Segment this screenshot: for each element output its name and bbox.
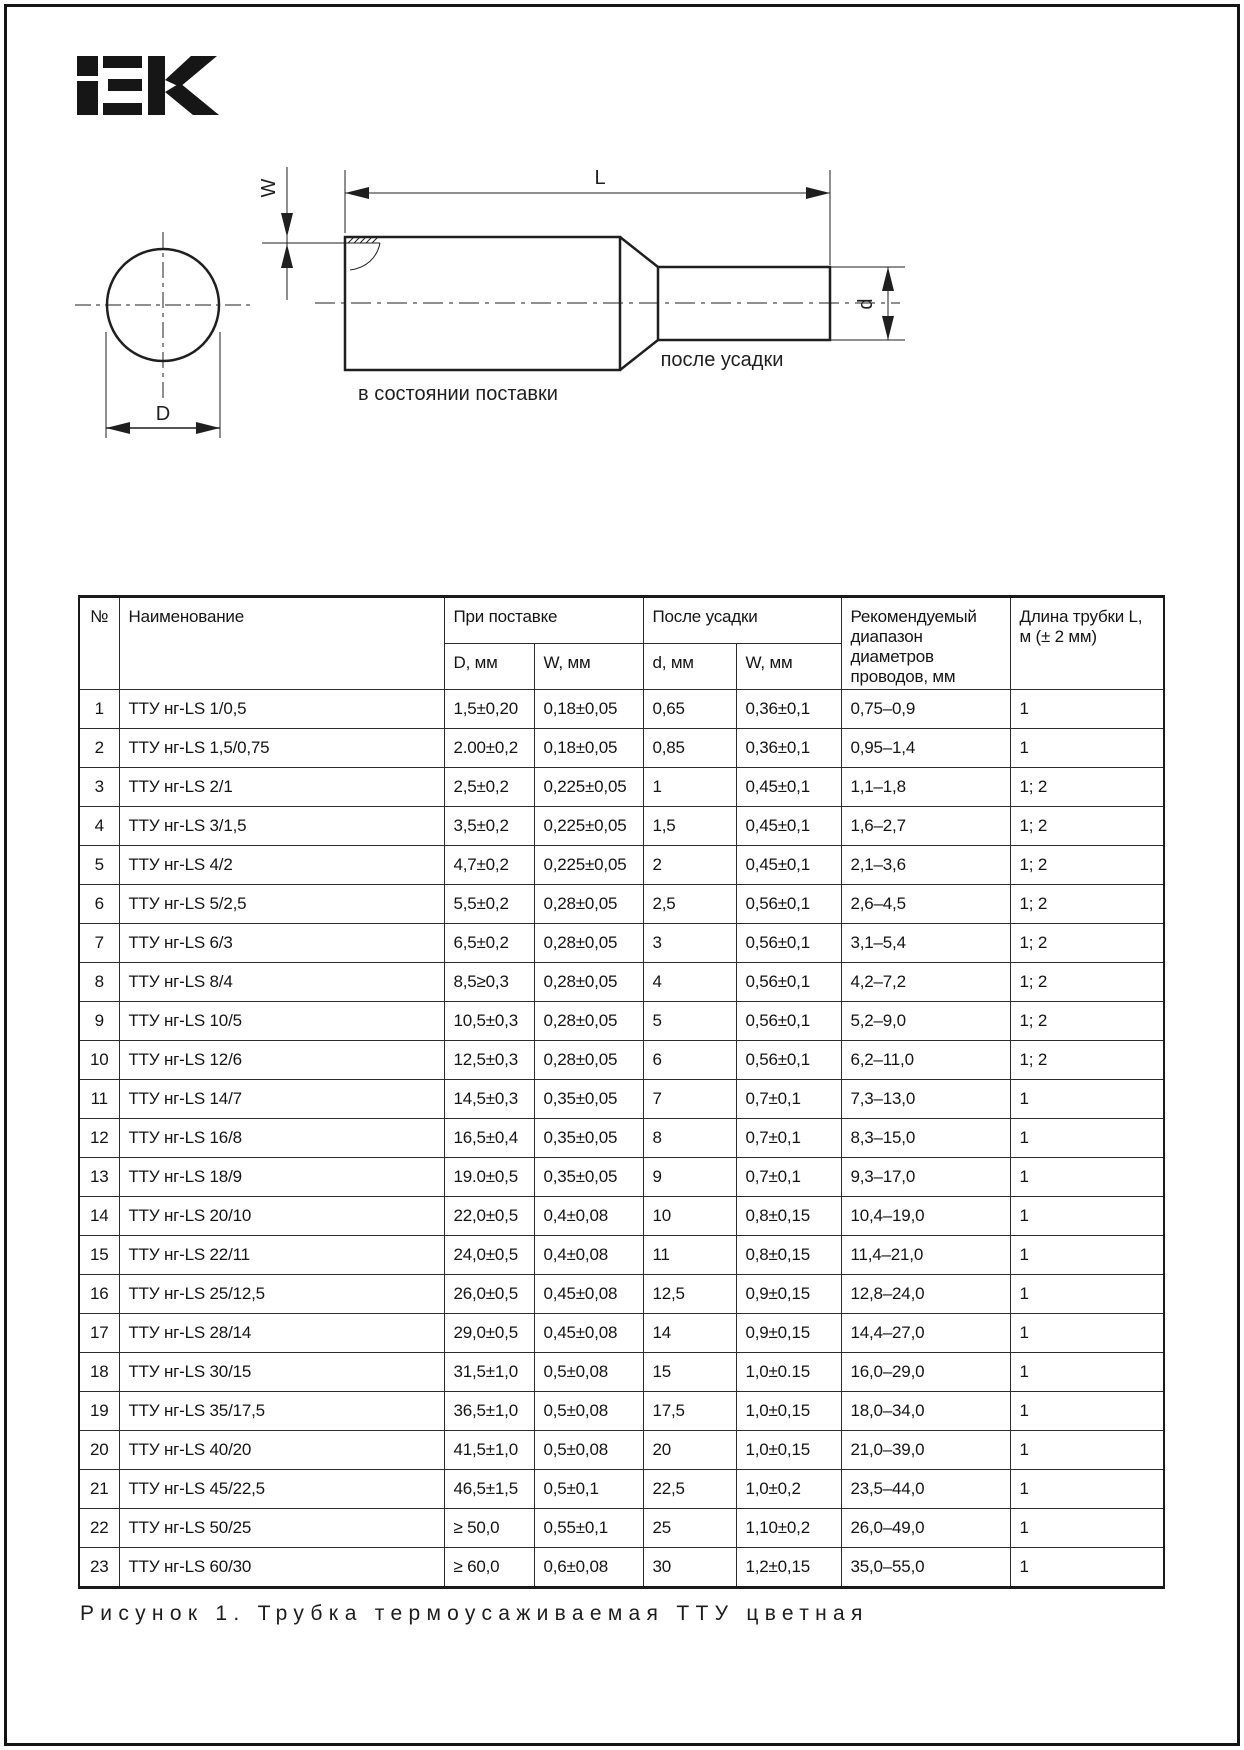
table-cell: 36,5±1,0 bbox=[444, 1392, 534, 1431]
table-row bbox=[79, 1509, 1164, 1548]
table-cell: 11,4–21,0 bbox=[841, 1236, 1010, 1275]
table-cell: 1 bbox=[1010, 1197, 1164, 1236]
table-cell: 26,0±0,5 bbox=[444, 1275, 534, 1314]
table-cell: 0,35±0,05 bbox=[534, 1080, 643, 1119]
table-cell: 0,18±0,05 bbox=[534, 690, 643, 729]
table-cell: 1,0±0,2 bbox=[736, 1470, 841, 1509]
table-cell: 2.00±0,2 bbox=[444, 729, 534, 768]
table-cell: 0,5±0,08 bbox=[534, 1353, 643, 1392]
col-header-name: Наименование bbox=[119, 597, 444, 690]
table-cell: 1,2±0,15 bbox=[736, 1548, 841, 1588]
table-cell: 0,45±0,1 bbox=[736, 807, 841, 846]
table-cell: 18,0–34,0 bbox=[841, 1392, 1010, 1431]
table-cell: 1 bbox=[1010, 1080, 1164, 1119]
row-number-cell: 14 bbox=[79, 1197, 119, 1236]
table-cell: 0,28±0,05 bbox=[534, 1002, 643, 1041]
table-cell: 1; 2 bbox=[1010, 1041, 1164, 1080]
table-cell: 0,225±0,05 bbox=[534, 846, 643, 885]
row-number-cell: 8 bbox=[79, 963, 119, 1002]
table-cell: 35,0–55,0 bbox=[841, 1548, 1010, 1588]
table-cell: 1; 2 bbox=[1010, 846, 1164, 885]
table-cell: 0,45±0,1 bbox=[736, 768, 841, 807]
table-cell: 1 bbox=[1010, 1548, 1164, 1588]
table-cell: 12,5±0,3 bbox=[444, 1041, 534, 1080]
table-cell: ТТУ нг-LS 30/15 bbox=[119, 1353, 444, 1392]
table-row bbox=[79, 1041, 1164, 1080]
table-row bbox=[79, 846, 1164, 885]
table-row bbox=[79, 1236, 1164, 1275]
table-cell: 0,56±0,1 bbox=[736, 1041, 841, 1080]
table-cell: ТТУ нг-LS 18/9 bbox=[119, 1158, 444, 1197]
row-number-cell: 16 bbox=[79, 1275, 119, 1314]
table-cell: 21,0–39,0 bbox=[841, 1431, 1010, 1470]
table-cell: 0,7±0,1 bbox=[736, 1080, 841, 1119]
table-cell: 25 bbox=[643, 1509, 736, 1548]
table-cell: 1 bbox=[1010, 1119, 1164, 1158]
table-cell: 1,1–1,8 bbox=[841, 768, 1010, 807]
iek-logo bbox=[77, 56, 219, 115]
col-header-d-mm: d, мм bbox=[643, 644, 736, 690]
col-header-wire-range: Рекомендуемый диапазон диаметров проводов, мм bbox=[841, 597, 1010, 690]
table-cell: 1 bbox=[1010, 690, 1164, 729]
table-cell: 1 bbox=[1010, 1275, 1164, 1314]
table-row bbox=[79, 1314, 1164, 1353]
dim-label-big-d: D bbox=[155, 403, 171, 425]
table-cell: 0,85 bbox=[643, 729, 736, 768]
row-number-cell: 10 bbox=[79, 1041, 119, 1080]
row-number-cell: 22 bbox=[79, 1509, 119, 1548]
table-cell: 10,5±0,3 bbox=[444, 1002, 534, 1041]
table-row bbox=[79, 690, 1164, 729]
col-group-after-shrink: После усадки bbox=[643, 597, 841, 644]
table-cell: 5,5±0,2 bbox=[444, 885, 534, 924]
table-cell: 1 bbox=[1010, 1236, 1164, 1275]
table-cell: 2 bbox=[643, 846, 736, 885]
table-cell: 6 bbox=[643, 1041, 736, 1080]
row-number-cell: 9 bbox=[79, 1002, 119, 1041]
table-cell: 3,1–5,4 bbox=[841, 924, 1010, 963]
table-cell: 1; 2 bbox=[1010, 885, 1164, 924]
table-row bbox=[79, 1353, 1164, 1392]
table-cell: 7 bbox=[643, 1080, 736, 1119]
table-cell: 10 bbox=[643, 1197, 736, 1236]
table-cell: 0,4±0,08 bbox=[534, 1197, 643, 1236]
table-cell: 0,56±0,1 bbox=[736, 963, 841, 1002]
table-cell: 16,5±0,4 bbox=[444, 1119, 534, 1158]
table-row bbox=[79, 963, 1164, 1002]
row-number-cell: 19 bbox=[79, 1392, 119, 1431]
col-header-w2-mm: W, мм bbox=[736, 644, 841, 690]
row-number-cell: 18 bbox=[79, 1353, 119, 1392]
table-row bbox=[79, 885, 1164, 924]
table-cell: 1 bbox=[1010, 1353, 1164, 1392]
table-row bbox=[79, 1080, 1164, 1119]
table-cell: 8,5≥0,3 bbox=[444, 963, 534, 1002]
table-cell: 0,9±0,15 bbox=[736, 1314, 841, 1353]
label-after-shrink: после усадки bbox=[660, 349, 784, 371]
table-cell: ТТУ нг-LS 16/8 bbox=[119, 1119, 444, 1158]
row-number-cell: 17 bbox=[79, 1314, 119, 1353]
row-number-cell: 6 bbox=[79, 885, 119, 924]
table-cell: 0,28±0,05 bbox=[534, 885, 643, 924]
table-cell: 1 bbox=[1010, 1314, 1164, 1353]
table-cell: 8,3–15,0 bbox=[841, 1119, 1010, 1158]
table-cell: ТТУ нг-LS 35/17,5 bbox=[119, 1392, 444, 1431]
table-cell: 2,6–4,5 bbox=[841, 885, 1010, 924]
table-cell: 22,5 bbox=[643, 1470, 736, 1509]
table-row bbox=[79, 1197, 1164, 1236]
row-number-cell: 2 bbox=[79, 729, 119, 768]
table-cell: 23,5–44,0 bbox=[841, 1470, 1010, 1509]
table-cell: 5,2–9,0 bbox=[841, 1002, 1010, 1041]
row-number-cell: 5 bbox=[79, 846, 119, 885]
col-header-D-mm: D, мм bbox=[444, 644, 534, 690]
table-cell: 0,8±0,15 bbox=[736, 1236, 841, 1275]
table-cell: 1; 2 bbox=[1010, 807, 1164, 846]
table-cell: ТТУ нг-LS 60/30 bbox=[119, 1548, 444, 1588]
table-row bbox=[79, 1548, 1164, 1588]
row-number-cell: 13 bbox=[79, 1158, 119, 1197]
table-cell: 2,5 bbox=[643, 885, 736, 924]
table-cell: 20 bbox=[643, 1431, 736, 1470]
table-cell: ≥ 50,0 bbox=[444, 1509, 534, 1548]
table-cell: 1 bbox=[1010, 1509, 1164, 1548]
table-cell: 4,2–7,2 bbox=[841, 963, 1010, 1002]
row-number-cell: 15 bbox=[79, 1236, 119, 1275]
table-cell: ТТУ нг-LS 14/7 bbox=[119, 1080, 444, 1119]
table-cell: 4,7±0,2 bbox=[444, 846, 534, 885]
table-row bbox=[79, 768, 1164, 807]
table-cell: 24,0±0,5 bbox=[444, 1236, 534, 1275]
figure-caption: Рисунок 1. Трубка термоусаживаемая ТТУ цветная bbox=[80, 1602, 869, 1625]
table-row bbox=[79, 729, 1164, 768]
tube-drawing bbox=[0, 140, 1244, 470]
table-cell: 1; 2 bbox=[1010, 963, 1164, 1002]
table-cell: ТТУ нг-LS 6/3 bbox=[119, 924, 444, 963]
table-cell: 41,5±1,0 bbox=[444, 1431, 534, 1470]
table-cell: 2,1–3,6 bbox=[841, 846, 1010, 885]
table-cell: 0,36±0,1 bbox=[736, 729, 841, 768]
table-cell: 0,45±0,08 bbox=[534, 1275, 643, 1314]
table-cell: 31,5±1,0 bbox=[444, 1353, 534, 1392]
table-cell: 9,3–17,0 bbox=[841, 1158, 1010, 1197]
table-cell: 17,5 bbox=[643, 1392, 736, 1431]
table-cell: 0,28±0,05 bbox=[534, 924, 643, 963]
table-row bbox=[79, 1392, 1164, 1431]
table-cell: 11 bbox=[643, 1236, 736, 1275]
table-cell: ТТУ нг-LS 28/14 bbox=[119, 1314, 444, 1353]
row-number-cell: 23 bbox=[79, 1548, 119, 1588]
table-cell: 0,75–0,9 bbox=[841, 690, 1010, 729]
table-cell: 15 bbox=[643, 1353, 736, 1392]
table-cell: ТТУ нг-LS 2/1 bbox=[119, 768, 444, 807]
table-cell: 0,55±0,1 bbox=[534, 1509, 643, 1548]
table-cell: 1,0±0,15 bbox=[736, 1392, 841, 1431]
row-number-cell: 11 bbox=[79, 1080, 119, 1119]
table-cell: 0,225±0,05 bbox=[534, 807, 643, 846]
table-cell: 0,8±0,15 bbox=[736, 1197, 841, 1236]
table-body bbox=[79, 690, 1164, 1588]
col-group-delivery: При поставке bbox=[444, 597, 643, 644]
table-cell: ≥ 60,0 bbox=[444, 1548, 534, 1588]
table-cell: 1,6–2,7 bbox=[841, 807, 1010, 846]
table-cell: 8 bbox=[643, 1119, 736, 1158]
table-cell: 0,5±0,08 bbox=[534, 1431, 643, 1470]
table-cell: ТТУ нг-LS 10/5 bbox=[119, 1002, 444, 1041]
table-cell: 1; 2 bbox=[1010, 768, 1164, 807]
table-cell: 14,5±0,3 bbox=[444, 1080, 534, 1119]
table-header-row-groups bbox=[79, 597, 1164, 644]
table-cell: 1,0±0,15 bbox=[736, 1431, 841, 1470]
table-cell: 22,0±0,5 bbox=[444, 1197, 534, 1236]
table-cell: 10,4–19,0 bbox=[841, 1197, 1010, 1236]
label-delivery-state: в состоянии поставки bbox=[358, 383, 558, 405]
table-cell: 0,56±0,1 bbox=[736, 924, 841, 963]
table-cell: 0,45±0,1 bbox=[736, 846, 841, 885]
table-cell: 14 bbox=[643, 1314, 736, 1353]
row-number-cell: 20 bbox=[79, 1431, 119, 1470]
table-cell: 0,7±0,1 bbox=[736, 1119, 841, 1158]
table-cell: 9 bbox=[643, 1158, 736, 1197]
table-cell: 29,0±0,5 bbox=[444, 1314, 534, 1353]
table-cell: 19.0±0,5 bbox=[444, 1158, 534, 1197]
table-cell: 12,5 bbox=[643, 1275, 736, 1314]
row-number-cell: 7 bbox=[79, 924, 119, 963]
table-cell: 1 bbox=[1010, 1392, 1164, 1431]
table-cell: 0,56±0,1 bbox=[736, 1002, 841, 1041]
table-row bbox=[79, 924, 1164, 963]
row-number-cell: 12 bbox=[79, 1119, 119, 1158]
table-cell: ТТУ нг-LS 25/12,5 bbox=[119, 1275, 444, 1314]
table-cell: 30 bbox=[643, 1548, 736, 1588]
col-header-W-mm: W, мм bbox=[534, 644, 643, 690]
table-cell: ТТУ нг-LS 50/25 bbox=[119, 1509, 444, 1548]
table-cell: ТТУ нг-LS 1/0,5 bbox=[119, 690, 444, 729]
table-cell: 1,5 bbox=[643, 807, 736, 846]
table-cell: 1 bbox=[1010, 1431, 1164, 1470]
table-cell: 0,225±0,05 bbox=[534, 768, 643, 807]
table-row bbox=[79, 1002, 1164, 1041]
spec-table bbox=[78, 595, 1165, 1589]
table-cell: ТТУ нг-LS 4/2 bbox=[119, 846, 444, 885]
table-row bbox=[79, 1158, 1164, 1197]
dim-label-w: W bbox=[258, 178, 280, 198]
table-cell: ТТУ нг-LS 5/2,5 bbox=[119, 885, 444, 924]
table-cell: 14,4–27,0 bbox=[841, 1314, 1010, 1353]
table-cell: 46,5±1,5 bbox=[444, 1470, 534, 1509]
table-row bbox=[79, 1119, 1164, 1158]
table-cell: 0,9±0,15 bbox=[736, 1275, 841, 1314]
table-row bbox=[79, 1275, 1164, 1314]
table-cell: 0,18±0,05 bbox=[534, 729, 643, 768]
table-cell: ТТУ нг-LS 1,5/0,75 bbox=[119, 729, 444, 768]
row-number-cell: 21 bbox=[79, 1470, 119, 1509]
table-cell: ТТУ нг-LS 22/11 bbox=[119, 1236, 444, 1275]
table-cell: 0,35±0,05 bbox=[534, 1119, 643, 1158]
table-cell: 0,5±0,1 bbox=[534, 1470, 643, 1509]
table-cell: 0,65 bbox=[643, 690, 736, 729]
table-cell: 0,5±0,08 bbox=[534, 1392, 643, 1431]
col-header-num: № bbox=[79, 597, 119, 690]
table-cell: 0,28±0,05 bbox=[534, 963, 643, 1002]
table-cell: 0,6±0,08 bbox=[534, 1548, 643, 1588]
table-cell: 3 bbox=[643, 924, 736, 963]
table-cell: ТТУ нг-LS 12/6 bbox=[119, 1041, 444, 1080]
dim-label-l: L bbox=[594, 167, 606, 189]
table-cell: ТТУ нг-LS 45/22,5 bbox=[119, 1470, 444, 1509]
row-number-cell: 3 bbox=[79, 768, 119, 807]
table-cell: ТТУ нг-LS 20/10 bbox=[119, 1197, 444, 1236]
table-cell: 6,5±0,2 bbox=[444, 924, 534, 963]
row-number-cell: 4 bbox=[79, 807, 119, 846]
table-cell: 0,4±0,08 bbox=[534, 1236, 643, 1275]
table-cell: 0,36±0,1 bbox=[736, 690, 841, 729]
table-cell: 1; 2 bbox=[1010, 924, 1164, 963]
row-number-cell: 1 bbox=[79, 690, 119, 729]
table-cell: 0,7±0,1 bbox=[736, 1158, 841, 1197]
table-cell: 12,8–24,0 bbox=[841, 1275, 1010, 1314]
table-cell: 1,0±0.15 bbox=[736, 1353, 841, 1392]
table-cell: 26,0–49,0 bbox=[841, 1509, 1010, 1548]
table-cell: 1 bbox=[1010, 1158, 1164, 1197]
table-cell: 0,56±0,1 bbox=[736, 885, 841, 924]
table-cell: 2,5±0,2 bbox=[444, 768, 534, 807]
table-cell: 1,5±0,20 bbox=[444, 690, 534, 729]
table-cell: 4 bbox=[643, 963, 736, 1002]
table-row bbox=[79, 1470, 1164, 1509]
table-cell: ТТУ нг-LS 40/20 bbox=[119, 1431, 444, 1470]
table-cell: 1,10±0,2 bbox=[736, 1509, 841, 1548]
table-row bbox=[79, 1431, 1164, 1470]
table-cell: 5 bbox=[643, 1002, 736, 1041]
table-cell: 0,95–1,4 bbox=[841, 729, 1010, 768]
table-cell: 16,0–29,0 bbox=[841, 1353, 1010, 1392]
table-cell: ТТУ нг-LS 3/1,5 bbox=[119, 807, 444, 846]
table-cell: 0,45±0,08 bbox=[534, 1314, 643, 1353]
col-header-length: Длина трубки L, м (± 2 мм) bbox=[1010, 597, 1164, 690]
table-cell: 0,35±0,05 bbox=[534, 1158, 643, 1197]
table-row bbox=[79, 807, 1164, 846]
table-cell: ТТУ нг-LS 8/4 bbox=[119, 963, 444, 1002]
table-cell: 7,3–13,0 bbox=[841, 1080, 1010, 1119]
table-cell: 3,5±0,2 bbox=[444, 807, 534, 846]
table-cell: 0,28±0,05 bbox=[534, 1041, 643, 1080]
dim-label-small-d: d bbox=[855, 298, 877, 310]
table-cell: 1 bbox=[643, 768, 736, 807]
table-cell: 1 bbox=[1010, 1470, 1164, 1509]
table-cell: 1 bbox=[1010, 729, 1164, 768]
table-cell: 6,2–11,0 bbox=[841, 1041, 1010, 1080]
table-cell: 1; 2 bbox=[1010, 1002, 1164, 1041]
